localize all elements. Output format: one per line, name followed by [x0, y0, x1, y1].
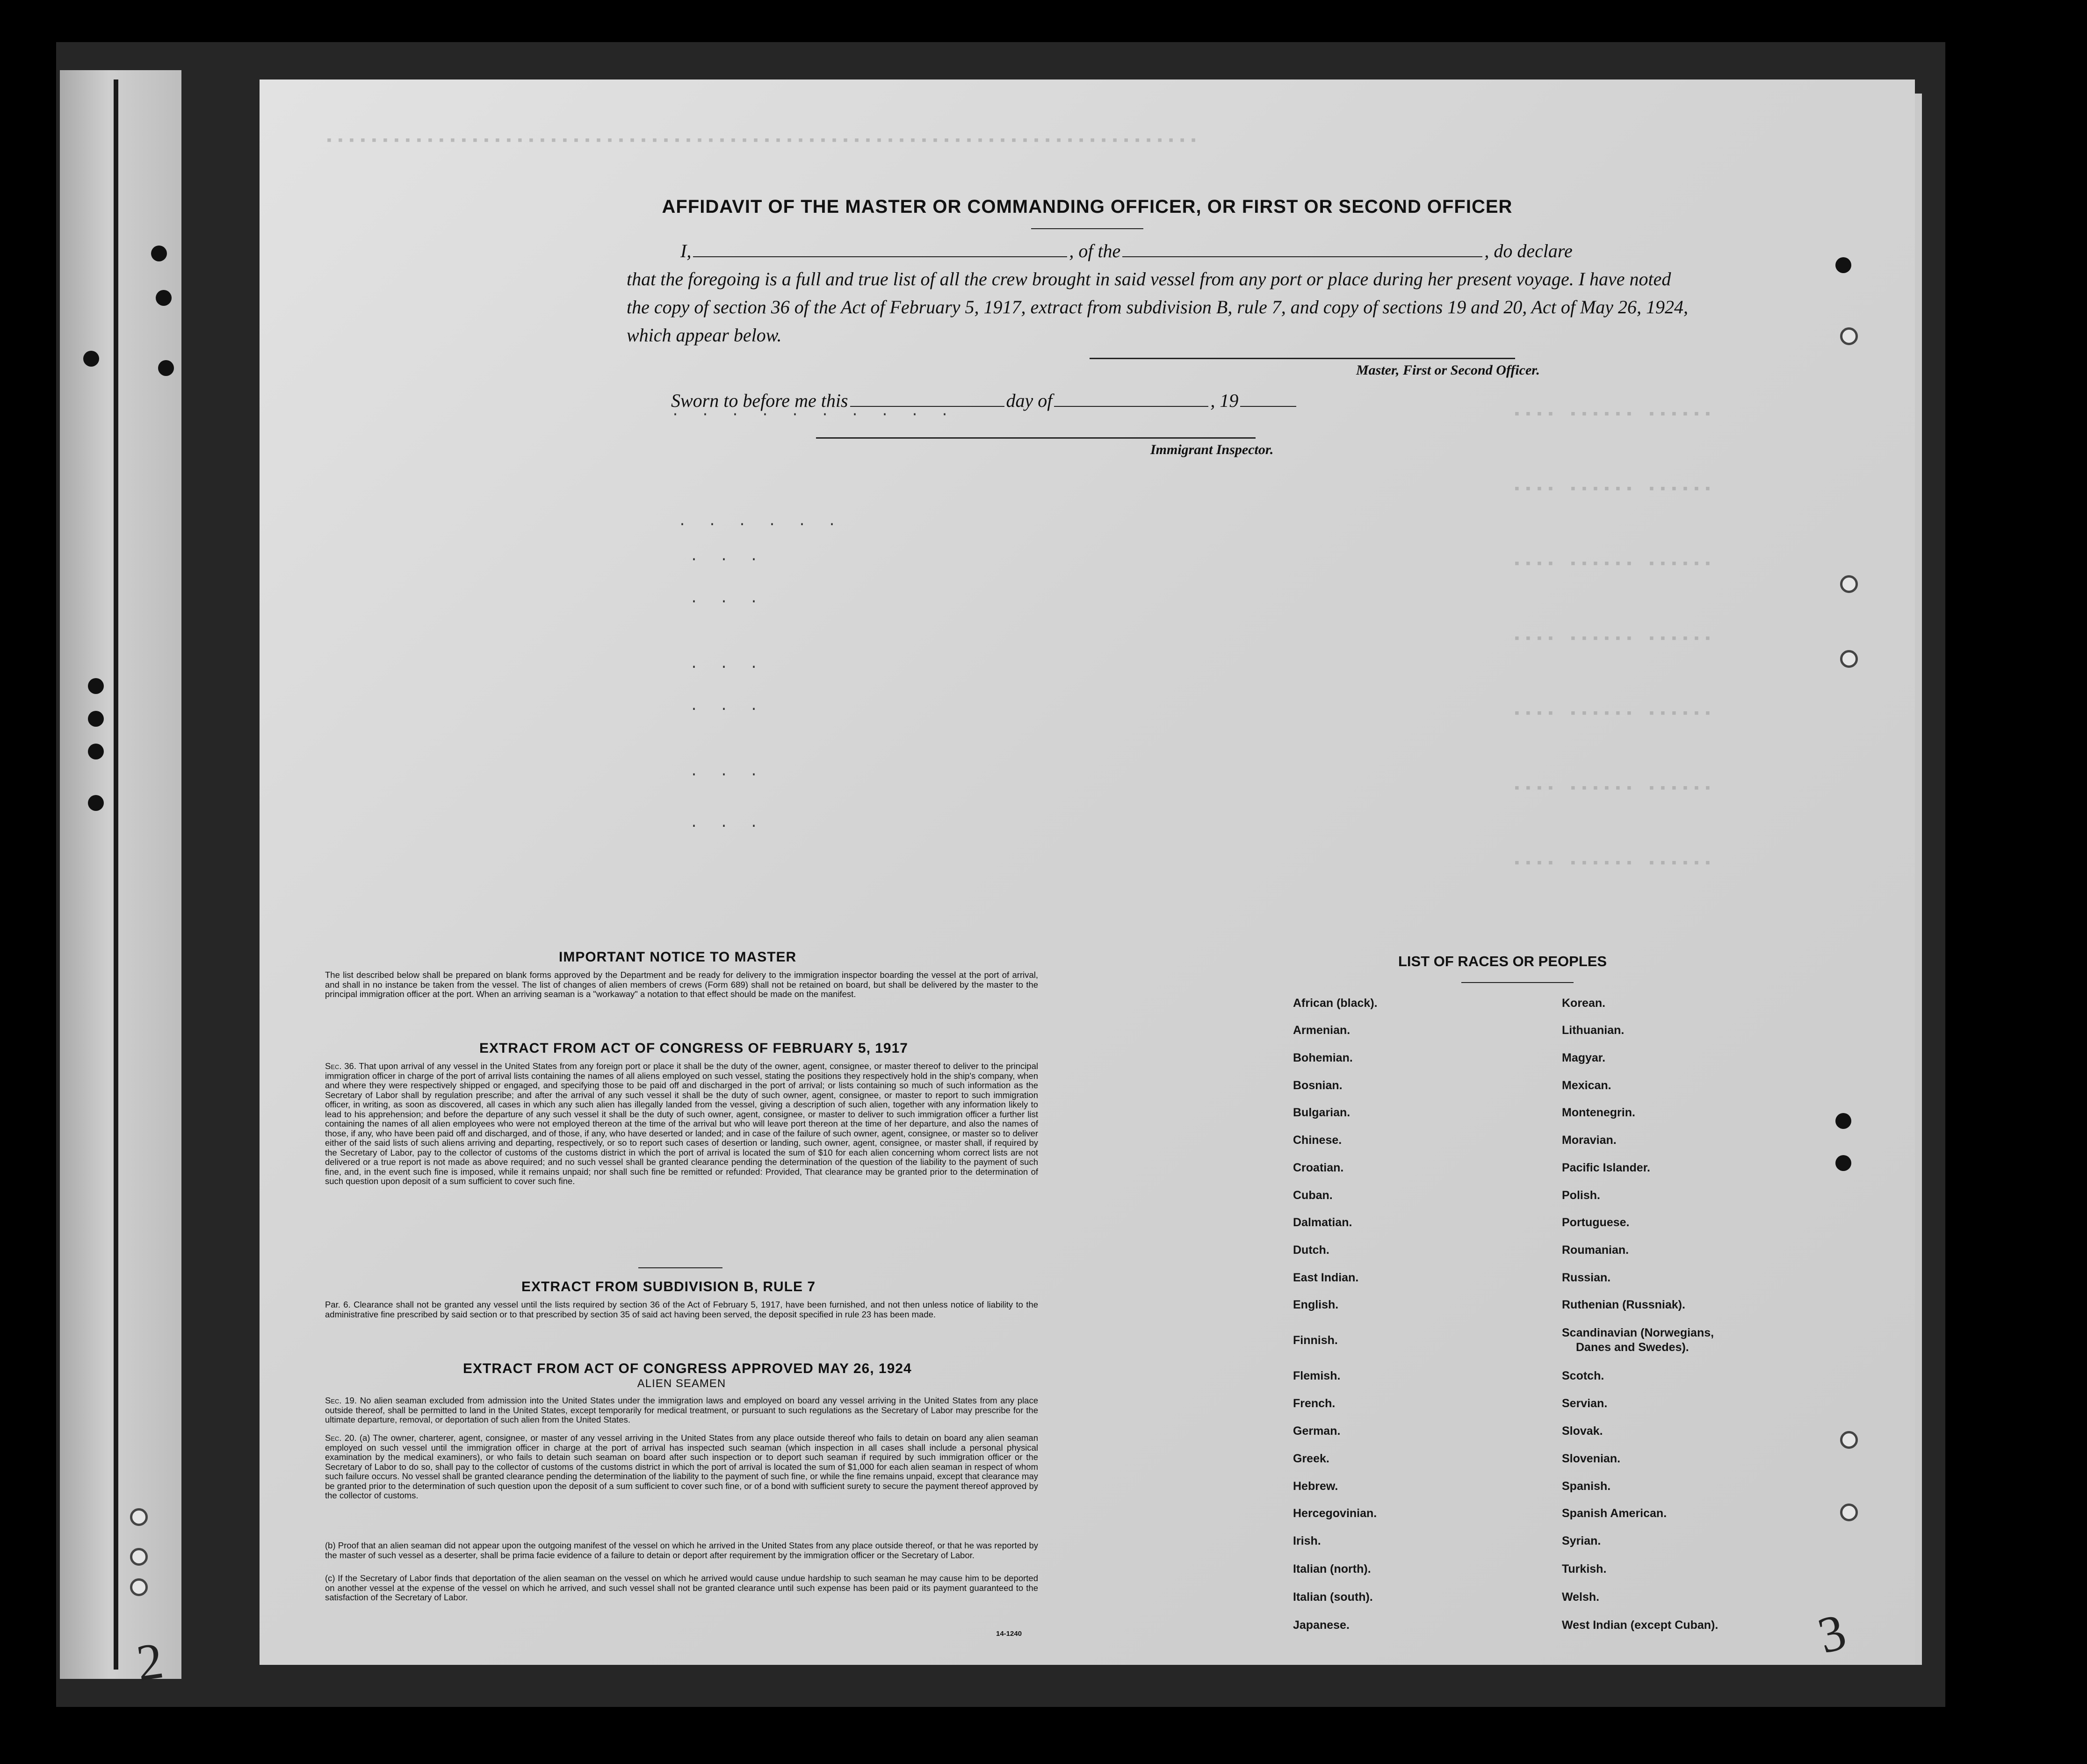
- race-item: Cuban.: [1293, 1189, 1333, 1202]
- form-number: 14-1240: [996, 1630, 1022, 1638]
- race-item: Syrian.: [1562, 1534, 1601, 1547]
- affidavit-declare: , do declare: [1484, 240, 1573, 261]
- page-edge-line: [114, 80, 118, 1670]
- punch-hole: [156, 290, 172, 306]
- race-item: Lithuanian.: [1562, 1024, 1625, 1037]
- sec20c-text: (c) If the Secretary of Labor finds that deportation of the alien seaman on the vessel on which he arrived would cause undue hardship to such seaman he may cause him to be deported on another vessel at the expense of the vessel on which he arrived, and such vessel shall not be granted clearance until such expense has been paid or its payment guaranteed to the satisfaction of the Secretary of Labor.: [325, 1573, 1038, 1602]
- race-item: Portuguese.: [1562, 1216, 1630, 1229]
- punch-hole: [88, 744, 104, 759]
- sec20a-text: [325, 1433, 1038, 1501]
- extract-1917-text: [325, 1062, 1038, 1186]
- bleed-through-text: ▪▪▪▪ ▪▪▪▪▪▪ ▪▪▪▪▪▪: [1513, 781, 1715, 797]
- affidavit-title: AFFIDAVIT OF THE MASTER OR COMMANDING OFFICER, OR FIRST OR SECOND OFFICER: [662, 196, 1513, 217]
- punch-hole: [158, 360, 174, 376]
- race-item: East Indian.: [1293, 1271, 1359, 1284]
- race-item: Italian (north).: [1293, 1562, 1371, 1576]
- faint-dots: · · ·: [690, 818, 765, 834]
- race-item: Chinese.: [1293, 1134, 1342, 1147]
- punch-hole: [130, 1508, 148, 1526]
- race-item: Italian (south).: [1293, 1590, 1373, 1604]
- section-body: No alien seaman excluded from admission into the United States under the immigration laws and employed on board any vessel arriving in the United States from any place outside thereof, shall be permitted to land in the United States, except temporarily for medical treatment, or pursuant to such regulations as the Secretary of Labor may prescribe for the ultimate departure, removal, or deportation of such alien from the United States.: [325, 1395, 1039, 1424]
- extract-1924-title: EXTRACT FROM ACT OF CONGRESS APPROVED MAY 26, 1924: [463, 1361, 912, 1376]
- race-item: Roumanian.: [1562, 1243, 1629, 1257]
- race-item: Mexican.: [1562, 1079, 1611, 1092]
- race-item: English.: [1293, 1298, 1339, 1311]
- race-item: Spanish American.: [1562, 1507, 1667, 1520]
- race-item: Magyar.: [1562, 1051, 1606, 1064]
- races-title-rule: [1461, 982, 1574, 983]
- faint-dots: · · · · · · · · · ·: [671, 407, 956, 423]
- underlying-page-left-strip: [60, 70, 181, 1692]
- punch-hole: [1835, 257, 1851, 273]
- section-body: That upon arrival of any vessel in the United States from any foreign port or place it shall be the duty of the owner, agent, consignee, or master thereof to deliver to the principal immigration officer in charge of the port of arrival lists containing the names of all aliens employed on such vessel, stating the positions they respectively hold in the ship's company, when and where they were respectively shipped or engaged, and specifying those to be paid off and discharged in the port of arrival; or lists containing so much of such information as the Secretary of Labor shall by regulation prescribe; and after the arrival of any such vessel it shall be the duty of such owner, agent, consignee, or master to report to such immigration officer, in writing, as soon as discovered, all cases in which any such alien has illegally landed from the vessel, giving a description of such alien, together with any information likely to lead to his apprehension; and before the departure of any such vessel it shall be the duty of such owner, agent, consignee, or master to deliver to such immigration officer a further list containing the names of all alien employees who were not employed thereon at the time of the arrival but who will leave port thereon at the time of her departure, and also the names of those, if any, who have been paid off and discharged, and of those, if any, who have deserted or landed; and in case of the failure of such owner, agent, consignee, or master so to deliver either of the said lists of such aliens arriving and departing, respectively, or so to report such cases of desertion or landing, such owner, agent, consignee, or master shall, if required by the Secretary of Labor, pay to the collector of customs of the customs district in which the port of arrival is located the sum of $10 for each alien concerning whom correct lists are not delivered or a true report is not made as above required; and no such vessel shall be granted clearance pending the determination of the question of the liability to the payment of such fine, and, in the event such fine is imposed, while it remains unpaid; nor shall such fine be remitted or refunded: Provided, That clearance may be granted prior to the determination of such question upon deposit of a sum sufficient to cover such fine.: [325, 1061, 1038, 1186]
- sworn-label: Sworn to before me this: [671, 390, 848, 411]
- bleed-through-text: ▪▪▪▪ ▪▪▪▪▪▪ ▪▪▪▪▪▪: [1513, 631, 1715, 647]
- bleed-through-text: ▪▪▪▪▪▪▪▪▪▪▪▪▪▪▪▪▪▪▪▪▪▪▪▪▪▪▪▪▪▪▪▪▪▪▪▪▪▪▪▪▪▪▪▪▪▪▪▪▪▪▪▪▪▪▪▪▪▪▪▪▪▪▪▪▪▪▪▪▪▪▪▪▪▪▪▪▪▪: [325, 133, 1201, 149]
- year-label: , 19: [1210, 390, 1239, 411]
- section-body: (a) The owner, charterer, agent, consignee, or master of any vessel arriving in the United States from any place outside thereof who fails to detain on board any alien seaman employed on such vessel until the immigration officer in charge at the port of arrival has inspected such seaman (which inspection in all cases shall include a personal physical examination by the medical examiners), or who fails to detain such seaman on board after such inspection or to deport such seaman if required by such immigration officer or the Secretary of Labor to do so, shall pay to the collector of customs of the customs district in which the port of arrival is located the sum of $1,000 for each alien seaman in respect of whom such failure occurs. No vessel shall be granted clearance pending the determination of the liability to the payment of such fine, or while the fine remains unpaid, except that clearance may be granted prior to the determination of such question upon the deposit of a sum sufficient to cover such fine, or of a bond with sufficient surety to secure the payment thereof approved by the collector of customs.: [325, 1433, 1039, 1500]
- affidavit-line-1: [680, 236, 1573, 266]
- sworn-month-blank: [1054, 406, 1208, 407]
- race-item: Montenegrin.: [1562, 1106, 1635, 1119]
- race-item: Croatian.: [1293, 1161, 1344, 1174]
- section-lead: Sec. 20.: [325, 1433, 357, 1443]
- punch-hole: [83, 351, 99, 367]
- bleed-through-text: ▪▪▪▪ ▪▪▪▪▪▪ ▪▪▪▪▪▪: [1513, 706, 1715, 722]
- rule7-text: Par. 6. Clearance shall not be granted any vessel until the lists required by section 36 of the Act of February 5, 1917, have been furnished, and not then unless notice of liability to the administrative fine prescribed by said section or to that prescribed by section 35 of said act having been served, the deposit specified in rule 23 has been made.: [325, 1300, 1038, 1319]
- extract-1917-title: EXTRACT FROM ACT OF CONGRESS OF FEBRUARY 5, 1917: [479, 1041, 908, 1056]
- master-signature-label: Master, First or Second Officer.: [1356, 362, 1540, 378]
- inspector-signature-line: [816, 437, 1256, 439]
- race-item: Turkish.: [1562, 1562, 1607, 1576]
- race-item: German.: [1293, 1424, 1341, 1438]
- race-item: West Indian (except Cuban).: [1562, 1619, 1719, 1632]
- faint-dots: · · ·: [690, 767, 765, 783]
- notice-text: The list described below shall be prepared on blank forms approved by the Department and be ready for delivery to the immigration inspector boarding the vessel at the port of arrival, and shall in no instance be taken from the vessel. The list of changes of alien members of crews (Form 689) shall not be retained on board, but shall be delivered by the master to the principal immigration officer at the port. When an arriving seaman is a "workaway" a notation to that effect should be made on the manifest.: [325, 970, 1038, 999]
- race-item: Irish.: [1293, 1534, 1321, 1547]
- punch-hole: [130, 1548, 148, 1566]
- section-rule: [638, 1267, 722, 1268]
- race-item: Bohemian.: [1293, 1051, 1353, 1064]
- race-item: Bulgarian.: [1293, 1106, 1350, 1119]
- sworn-year-blank: [1240, 406, 1296, 407]
- day-of-label: day of: [1006, 390, 1053, 411]
- faint-dots: · · ·: [690, 701, 765, 717]
- race-item: Dutch.: [1293, 1243, 1329, 1257]
- race-item: Pacific Islander.: [1562, 1161, 1650, 1174]
- race-item: Bosnian.: [1293, 1079, 1343, 1092]
- race-item: Russian.: [1562, 1271, 1611, 1284]
- bleed-through-text: ▪▪▪▪ ▪▪▪▪▪▪ ▪▪▪▪▪▪: [1513, 856, 1715, 872]
- race-item: French.: [1293, 1397, 1336, 1410]
- section-lead: Sec. 19.: [325, 1395, 357, 1405]
- race-item: Polish.: [1562, 1189, 1600, 1202]
- affidavit-line-4: which appear below.: [627, 325, 782, 346]
- race-item: Spanish.: [1562, 1480, 1611, 1493]
- race-item: Hercegovinian.: [1293, 1507, 1377, 1520]
- race-item: Servian.: [1562, 1397, 1608, 1410]
- title-rule: [1031, 228, 1143, 229]
- bleed-through-text: ▪▪▪▪ ▪▪▪▪▪▪ ▪▪▪▪▪▪: [1513, 407, 1715, 423]
- races-title: LIST OF RACES OR PEOPLES: [1398, 953, 1607, 969]
- vessel-name-blank: [1122, 256, 1482, 257]
- punch-hole: [1835, 1113, 1851, 1129]
- race-item: Dalmatian.: [1293, 1216, 1352, 1229]
- race-item: Scotch.: [1562, 1369, 1604, 1382]
- race-item: Moravian.: [1562, 1134, 1617, 1147]
- race-item: Japanese.: [1293, 1619, 1350, 1632]
- sec20b-text: (b) Proof that an alien seaman did not appear upon the outgoing manifest of the vessel on which he arrived in the United States from any place outside thereof, or that he was reported by the master of such vessel as a deserter, shall be prima facie evidence of a failure to detain or deport after requirement by the immigration officer or the Secretary of Labor.: [325, 1540, 1038, 1560]
- race-item: Flemish.: [1293, 1369, 1341, 1382]
- race-item: Ruthenian (Russniak).: [1562, 1298, 1685, 1311]
- faint-dots: · · ·: [690, 552, 765, 568]
- rule7-title: EXTRACT FROM SUBDIVISION B, RULE 7: [521, 1279, 816, 1294]
- master-signature-line: [1090, 358, 1515, 359]
- punch-hole: [1840, 327, 1858, 345]
- handwritten-mark: 2: [133, 1631, 167, 1692]
- race-item: African (black).: [1293, 997, 1378, 1010]
- sec19-text: [325, 1396, 1038, 1425]
- faint-dots: · · ·: [690, 594, 765, 610]
- alien-seamen-subtitle: ALIEN SEAMEN: [637, 1377, 726, 1390]
- punch-hole: [88, 678, 104, 694]
- race-item: Armenian.: [1293, 1024, 1350, 1037]
- race-item: Korean.: [1562, 997, 1606, 1010]
- punch-hole: [1835, 1155, 1851, 1171]
- punch-hole: [88, 795, 104, 811]
- handwritten-mark: 3: [1812, 1602, 1852, 1665]
- faint-dots: · · ·: [690, 659, 765, 675]
- faint-dots: · · · · · ·: [678, 517, 843, 533]
- race-item: Hebrew.: [1293, 1480, 1338, 1493]
- punch-hole: [1840, 575, 1858, 593]
- inspector-signature-label: Immigrant Inspector.: [1150, 442, 1274, 457]
- section-lead: Sec. 36.: [325, 1061, 356, 1071]
- affidavit-sheet: [260, 80, 1915, 1665]
- race-item: Scandinavian (Norwegians,: [1562, 1326, 1714, 1339]
- race-item: Finnish.: [1293, 1334, 1338, 1347]
- punch-hole: [130, 1578, 148, 1596]
- punch-hole: [151, 246, 167, 261]
- affidavit-i: I,: [680, 240, 692, 261]
- punch-hole: [1840, 650, 1858, 668]
- master-name-blank: [693, 256, 1067, 257]
- bleed-through-text: ▪▪▪▪ ▪▪▪▪▪▪ ▪▪▪▪▪▪: [1513, 557, 1715, 572]
- punch-hole: [88, 711, 104, 727]
- punch-hole: [1840, 1431, 1858, 1449]
- bleed-through-text: ▪▪▪▪ ▪▪▪▪▪▪ ▪▪▪▪▪▪: [1513, 482, 1715, 498]
- affidavit-of: , of the: [1069, 240, 1121, 261]
- notice-title: IMPORTANT NOTICE TO MASTER: [559, 949, 797, 965]
- race-item: Welsh.: [1562, 1590, 1600, 1604]
- race-item-continued: Danes and Swedes).: [1576, 1341, 1689, 1354]
- race-item: Slovenian.: [1562, 1452, 1621, 1465]
- race-item: Slovak.: [1562, 1424, 1603, 1438]
- race-item: Greek.: [1293, 1452, 1329, 1465]
- affidavit-line-2: that the foregoing is a full and true list of all the crew brought in said vessel from any port or place during her present voyage. I have noted: [627, 268, 1671, 289]
- punch-hole: [1840, 1504, 1858, 1521]
- affidavit-line-3: the copy of section 36 of the Act of February 5, 1917, extract from subdivision B, rule 7, and copy of sections 19 and 20, Act of May 26, 1924,: [627, 296, 1689, 318]
